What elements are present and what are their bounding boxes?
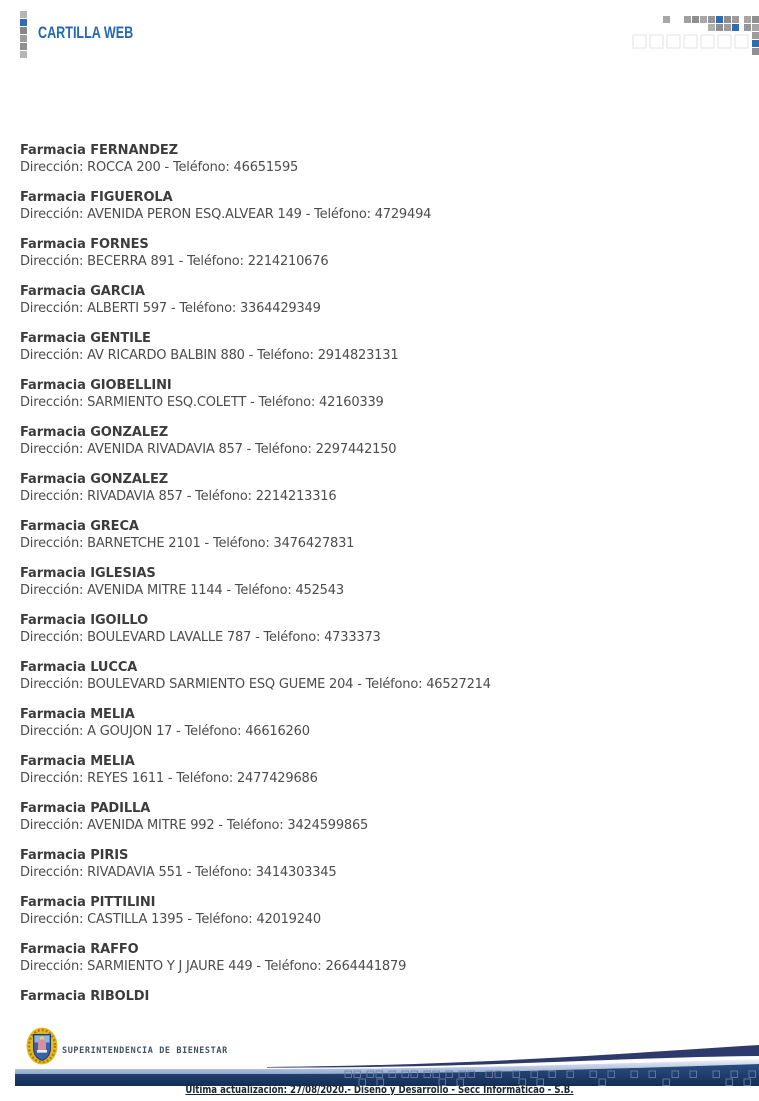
pharmacy-name: FORNES: [90, 237, 149, 252]
pharmacy-address: AVENIDA PERON ESQ.ALVEAR 149: [87, 207, 302, 222]
separator-dash: -: [186, 865, 192, 880]
address-label: Dirección:: [20, 677, 84, 692]
pharmacy-address: BOULEVARD SARMIENTO ESQ GUEME 204: [87, 677, 354, 692]
pharmacy-phone: 3414303345: [255, 865, 337, 880]
pharmacy-label: Farmacia: [20, 237, 86, 252]
pharmacy-name: FIGUEROLA: [90, 190, 173, 205]
footer-org-name: SUPERINTENDENCIA DE BIENESTAR: [62, 1046, 228, 1056]
pharmacy-details-line: [20, 582, 720, 599]
address-label: Dirección:: [20, 536, 84, 551]
pharmacy-entry: [20, 894, 720, 928]
pharmacy-address: REYES 1611: [87, 771, 164, 786]
separator-dash: -: [357, 677, 362, 692]
phone-label: Teléfono:: [234, 583, 292, 598]
pharmacy-entry: [20, 988, 720, 1005]
pharmacy-label: Farmacia: [20, 613, 86, 628]
pharmacy-entry: [20, 847, 720, 881]
pharmacy-address: SARMIENTO Y J JAURE 449: [87, 959, 253, 974]
pharmacy-details-line: [20, 253, 720, 270]
pharmacy-phone: 2297442150: [315, 442, 397, 457]
pharmacy-details-line: [20, 488, 720, 505]
pharmacy-phone: 3476427831: [273, 536, 355, 551]
pharmacy-name: MELIA: [90, 707, 135, 722]
separator-dash: -: [164, 160, 170, 175]
pharmacy-label: Farmacia: [20, 848, 86, 863]
pharmacy-address: CASTILLA 1395: [87, 912, 184, 927]
pharmacy-name-line: [20, 800, 720, 817]
phone-label: Teléfono:: [264, 959, 322, 974]
separator-dash: -: [250, 395, 255, 410]
pharmacy-phone: 452543: [295, 583, 344, 598]
pharmacy-label: Farmacia: [20, 754, 86, 769]
phone-label: Teléfono:: [184, 724, 242, 739]
pharmacy-details-line: [20, 770, 720, 787]
pharmacy-phone: 4733373: [324, 630, 381, 645]
pharmacy-label: Farmacia: [20, 942, 86, 957]
phone-label: Teléfono:: [314, 207, 371, 222]
footer-update-note: [83, 1083, 675, 1096]
pharmacy-address: A GOUJON 17: [87, 724, 173, 739]
pharmacy-entry: [20, 612, 720, 646]
pharmacy-address: ALBERTI 597: [87, 301, 167, 316]
separator-dash: -: [178, 254, 184, 269]
pharmacy-name-line: [20, 424, 720, 441]
pharmacy-label: Farmacia: [20, 472, 86, 487]
separator-dash: -: [218, 818, 223, 833]
pharmacy-name: PITTILINI: [90, 895, 156, 910]
pharmacy-label: Farmacia: [20, 707, 86, 722]
pharmacy-address: ROCCA 200: [87, 160, 161, 175]
pharmacy-details-line: [20, 958, 720, 975]
pharmacy-details-line: [20, 911, 720, 928]
pharmacy-address: AVENIDA RIVADAVIA 857: [87, 442, 243, 457]
page-title: CARTILLA WEB: [38, 23, 134, 42]
pharmacy-label: Farmacia: [20, 190, 86, 205]
pharmacy-address: SARMIENTO ESQ.COLETT: [87, 395, 247, 410]
phone-label: Teléfono:: [257, 348, 314, 363]
pharmacy-name: MELIA: [90, 754, 135, 769]
pharmacy-address: RIVADAVIA 857: [87, 489, 183, 504]
pharmacy-name-line: [20, 988, 720, 1005]
pharmacy-name-line: [20, 941, 720, 958]
address-label: Dirección:: [20, 395, 84, 410]
pharmacy-label: Farmacia: [20, 331, 86, 346]
pharmacy-details-line: [20, 300, 720, 317]
pharmacy-entry: [20, 800, 720, 834]
pharmacy-entry: [20, 189, 720, 223]
pharmacy-label: Farmacia: [20, 801, 86, 816]
stacked-squares-icon: [20, 11, 28, 63]
pharmacy-details-line: [20, 535, 720, 552]
pharmacy-name-line: [20, 518, 720, 535]
pharmacy-phone: 2214210676: [247, 254, 329, 269]
pharmacy-name: GARCIA: [90, 284, 145, 299]
phone-label: Teléfono:: [212, 536, 270, 551]
phone-label: Teléfono:: [365, 677, 423, 692]
separator-dash: -: [305, 207, 311, 222]
pharmacy-entry: [20, 753, 720, 787]
address-label: Dirección:: [20, 959, 84, 974]
pharmacy-name-line: [20, 236, 720, 253]
pharmacy-details-line: [20, 394, 720, 411]
pharmacy-phone: 46527214: [426, 677, 491, 692]
phone-label: Teléfono:: [172, 160, 230, 175]
phone-label: Teléfono:: [187, 254, 244, 269]
pharmacy-name-line: [20, 142, 720, 159]
pharmacy-entry: [20, 706, 720, 740]
pharmacy-name-line: [20, 377, 720, 394]
separator-dash: -: [204, 536, 209, 551]
footer: [0, 1020, 759, 1101]
pharmacy-name-line: [20, 471, 720, 488]
pharmacy-entry: [20, 424, 720, 458]
pharmacy-label: Farmacia: [20, 989, 86, 1004]
pharmacy-phone: 42019240: [256, 912, 321, 927]
phone-label: Teléfono:: [176, 771, 234, 786]
pharmacy-entry: [20, 518, 720, 552]
pharmacy-name-line: [20, 283, 720, 300]
pixel-mosaic-decoration-icon: [623, 6, 759, 60]
separator-dash: -: [255, 630, 260, 645]
pharmacy-label: Farmacia: [20, 660, 86, 675]
pharmacy-phone: 2214213316: [255, 489, 337, 504]
separator-dash: -: [187, 912, 192, 927]
phone-label: Teléfono:: [255, 442, 312, 457]
address-label: Dirección:: [20, 442, 84, 457]
pharmacy-entry: [20, 330, 720, 364]
pharmacy-entry: [20, 142, 720, 176]
address-label: Dirección:: [20, 912, 84, 927]
pharmacy-name-line: [20, 847, 720, 864]
separator-dash: -: [226, 583, 231, 598]
pharmacy-label: Farmacia: [20, 378, 86, 393]
phone-label: Teléfono:: [195, 865, 252, 880]
pharmacy-name-line: [20, 753, 720, 770]
pharmacy-name: RAFFO: [90, 942, 139, 957]
pharmacy-name: GENTILE: [90, 331, 151, 346]
pharmacy-name: RIBOLDI: [90, 989, 150, 1004]
pharmacy-name-line: [20, 659, 720, 676]
pharmacy-phone: 2477429686: [236, 771, 318, 786]
separator-dash: -: [246, 442, 252, 457]
pharmacy-details-line: [20, 817, 720, 834]
separator-dash: -: [170, 301, 176, 316]
pharmacy-address: AV RICARDO BALBIN 880: [87, 348, 245, 363]
pharmacy-name-line: [20, 189, 720, 206]
address-label: Dirección:: [20, 630, 84, 645]
pharmacy-name: IGOILLO: [90, 613, 149, 628]
address-label: Dirección:: [20, 724, 84, 739]
separator-dash: -: [176, 724, 181, 739]
address-label: Dirección:: [20, 160, 84, 175]
pharmacy-list: [20, 142, 720, 1018]
pharmacy-phone: 46616260: [245, 724, 310, 739]
pharmacy-label: Farmacia: [20, 143, 86, 158]
pharmacy-name: PIRIS: [90, 848, 129, 863]
address-label: Dirección:: [20, 489, 84, 504]
address-label: Dirección:: [20, 348, 84, 363]
pharmacy-label: Farmacia: [20, 895, 86, 910]
pharmacy-details-line: [20, 159, 720, 176]
phone-label: Teléfono:: [195, 912, 253, 927]
pharmacy-phone: 3424599865: [287, 818, 369, 833]
pharmacy-label: Farmacia: [20, 519, 86, 534]
address-label: Dirección:: [20, 254, 84, 269]
pharmacy-entry: [20, 283, 720, 317]
phone-label: Teléfono:: [179, 301, 237, 316]
pharmacy-address: AVENIDA MITRE 1144: [87, 583, 223, 598]
pharmacy-details-line: [20, 206, 720, 223]
pharmacy-phone: 3364429349: [239, 301, 321, 316]
pharmacy-phone: 46651595: [233, 160, 299, 175]
footer-update-note-text: Última actualización: 27/08/2020.- Diseño y Desarrollo - Secc Informáticao - S.B.: [185, 1083, 574, 1096]
phone-label: Teléfono:: [195, 489, 252, 504]
pharmacy-entry: [20, 377, 720, 411]
pharmacy-name: IGLESIAS: [90, 566, 156, 581]
address-label: Dirección:: [20, 865, 84, 880]
pharmacy-label: Farmacia: [20, 566, 86, 581]
address-label: Dirección:: [20, 583, 84, 598]
separator-dash: -: [167, 771, 173, 786]
pharmacy-details-line: [20, 723, 720, 740]
pharmacy-label: Farmacia: [20, 284, 86, 299]
pharmacy-entry: [20, 659, 720, 693]
pharmacy-phone: 4729494: [374, 207, 432, 222]
separator-dash: -: [256, 959, 261, 974]
pharmacy-details-line: [20, 347, 720, 364]
pharmacy-name-line: [20, 565, 720, 582]
pharmacy-details-line: [20, 864, 720, 881]
pharmacy-name: LUCCA: [90, 660, 138, 675]
phone-label: Teléfono:: [226, 818, 284, 833]
phone-label: Teléfono:: [258, 395, 316, 410]
pharmacy-entry: [20, 471, 720, 505]
pharmacy-name: GRECA: [90, 519, 139, 534]
pharmacy-name: GONZALEZ: [90, 472, 169, 487]
pharmacy-details-line: [20, 676, 720, 693]
pharmacy-entry: [20, 565, 720, 599]
pharmacy-address: BOULEVARD LAVALLE 787: [87, 630, 252, 645]
separator-dash: -: [186, 489, 192, 504]
pharmacy-address: BARNETCHE 2101: [87, 536, 201, 551]
pharmacy-name: GIOBELLINI: [90, 378, 172, 393]
pharmacy-entry: [20, 941, 720, 975]
pharmacy-name-line: [20, 706, 720, 723]
pharmacy-phone: 2914823131: [317, 348, 399, 363]
address-label: Dirección:: [20, 207, 84, 222]
pharmacy-name: FERNANDEZ: [90, 143, 178, 158]
pharmacy-address: BECERRA 891: [87, 254, 175, 269]
pharmacy-label: Farmacia: [20, 425, 86, 440]
address-label: Dirección:: [20, 818, 84, 833]
separator-dash: -: [248, 348, 254, 363]
pharmacy-name-line: [20, 612, 720, 629]
address-label: Dirección:: [20, 771, 84, 786]
pharmacy-details-line: [20, 629, 720, 646]
address-label: Dirección:: [20, 301, 84, 316]
pharmacy-phone: 2664441879: [325, 959, 407, 974]
pharmacy-name: GONZALEZ: [90, 425, 169, 440]
pharmacy-name-line: [20, 894, 720, 911]
pharmacy-phone: 42160339: [319, 395, 384, 410]
pharmacy-name: PADILLA: [90, 801, 151, 816]
phone-label: Teléfono:: [263, 630, 321, 645]
pharmacy-entry: [20, 236, 720, 270]
pharmacy-address: AVENIDA MITRE 992: [87, 818, 215, 833]
pharmacy-address: RIVADAVIA 551: [87, 865, 183, 880]
header: [0, 0, 759, 56]
pharmacy-details-line: [20, 441, 720, 458]
pharmacy-name-line: [20, 330, 720, 347]
